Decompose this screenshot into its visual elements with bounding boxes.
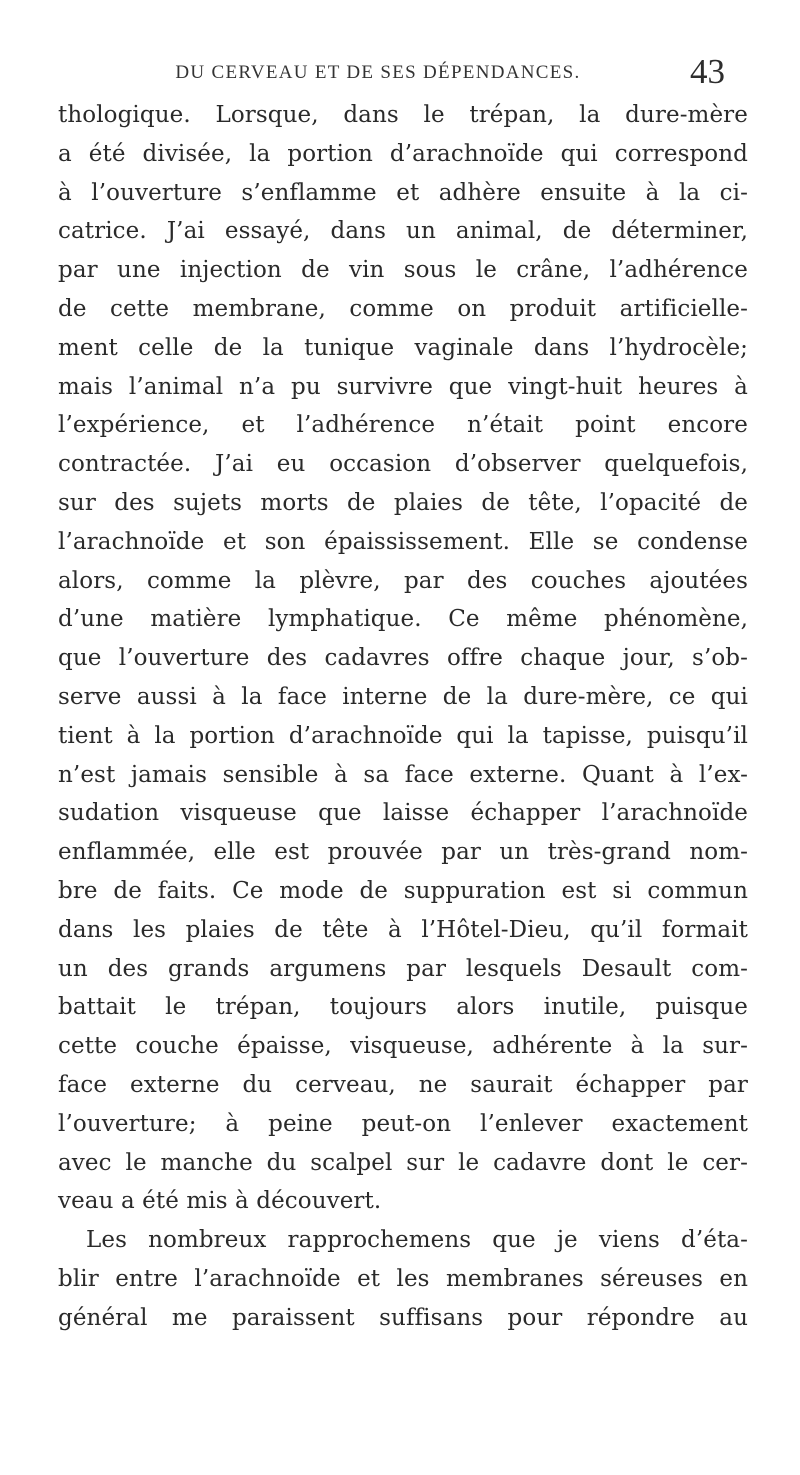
text-line: a été divisée, la portion d’arachnoïde qui correspond — [58, 140, 748, 167]
text-line: d’une matière lymphatique. Ce même phénomène, — [58, 606, 748, 633]
text-line: enflammée, elle est prouvée par un très-grand nom- — [58, 839, 748, 866]
text-line: blir entre l’arachnoïde et les membranes séreuses en — [58, 1265, 748, 1292]
text-line: l’expérience, et l’adhérence n’était point encore — [58, 412, 748, 439]
text-line: tient à la portion d’arachnoïde qui la tapisse, puisqu’il — [58, 722, 748, 749]
text-line: que l’ouverture des cadavres offre chaque jour, s’ob- — [58, 645, 748, 672]
text-line: veau a été mis à découvert. — [58, 1188, 382, 1215]
text-line-paragraph-start: Les nombreux rapprochemens que je viens d’éta- — [86, 1227, 748, 1254]
text-line: n’est jamais sensible à sa face externe. Quant à l’ex- — [58, 761, 748, 788]
text-line: mais l’animal n’a pu survivre que vingt-huit heures à — [58, 373, 748, 400]
text-line: thologique. Lorsque, dans le trépan, la dure-mère — [58, 102, 748, 128]
text-line: catrice. J’ai essayé, dans un animal, de déterminer, — [58, 218, 748, 245]
body-text — [58, 96, 748, 1338]
text-line: alors, comme la plèvre, par des couches ajoutées — [58, 567, 748, 594]
text-line: général me paraissent suffisans pour répondre au — [58, 1304, 748, 1331]
text-line: ment celle de la tunique vaginale dans l’hydrocèle; — [58, 334, 748, 361]
text-line: de cette membrane, comme on produit artificielle- — [58, 295, 748, 322]
text-line: sudation visqueuse que laisse échapper l’arachnoïde — [58, 800, 748, 827]
text-line: contractée. J’ai eu occasion d’observer quelquefois, — [58, 451, 748, 478]
text-line: cette couche épaisse, visqueuse, adhérente à la sur- — [58, 1033, 748, 1060]
text-line: un des grands argumens par lesquels Desault com- — [58, 955, 748, 982]
text-line: battait le trépan, toujours alors inutile, puisque — [58, 994, 748, 1021]
text-line: serve aussi à la face interne de la dure-mère, ce qui — [58, 683, 748, 710]
text-line: l’arachnoïde et son épaississement. Elle se condense — [58, 528, 748, 555]
text-line: sur des sujets morts de plaies de tête, l’opacité de — [58, 489, 748, 516]
text-line: à l’ouverture s’enflamme et adhère ensuite à la ci- — [58, 179, 748, 206]
text-line: bre de faits. Ce mode de suppuration est si commun — [58, 877, 748, 904]
running-head-title: DU CERVEAU ET DE SES DÉPENDANCES. — [175, 62, 581, 83]
page-number: 43 — [690, 52, 725, 91]
text-line: avec le manche du scalpel sur le cadavre dont le cer- — [58, 1149, 748, 1176]
text-line: par une injection de vin sous le crâne, l’adhérence — [58, 257, 748, 284]
text-line: face externe du cerveau, ne saurait échapper par — [58, 1071, 748, 1098]
text-line: dans les plaies de tête à l’Hôtel-Dieu, qu’il formait — [58, 916, 748, 943]
text-line: l’ouverture; à peine peut-on l’enlever exactement — [58, 1110, 748, 1137]
